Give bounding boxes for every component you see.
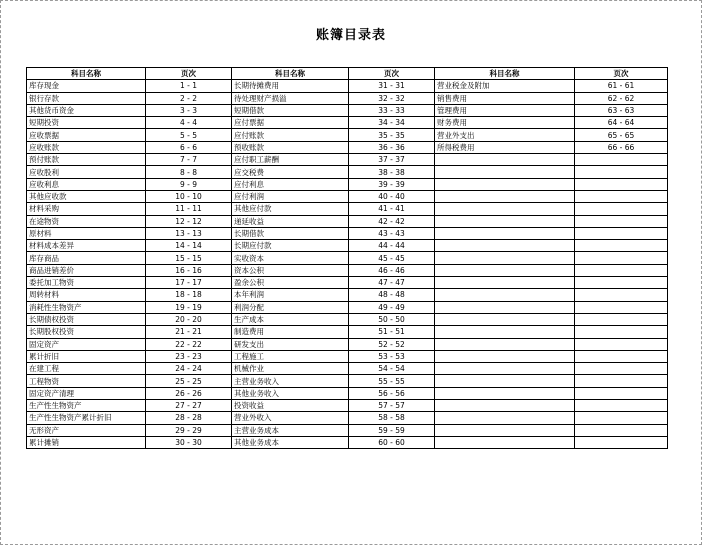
account-name-cell: 生产性生物资产累计折旧 [27, 412, 146, 424]
account-name-cell: 固定资产清理 [27, 387, 146, 399]
page-range-cell: 58 - 58 [349, 412, 435, 424]
table-row [27, 264, 668, 276]
account-name-cell [435, 227, 575, 239]
account-name-cell: 生产性生物资产 [27, 400, 146, 412]
table-row [27, 277, 668, 289]
page-range-cell: 43 - 43 [349, 227, 435, 239]
page-range-cell: 33 - 33 [349, 104, 435, 116]
page-range-cell: 25 - 25 [146, 375, 232, 387]
account-name-cell: 消耗性生物资产 [27, 301, 146, 313]
account-name-cell: 应付利润 [232, 190, 349, 202]
account-name-cell: 盈余公积 [232, 277, 349, 289]
page-range-cell [575, 190, 668, 202]
page-range-cell: 20 - 20 [146, 313, 232, 325]
page-range-cell: 46 - 46 [349, 264, 435, 276]
account-name-cell: 其他应收款 [27, 190, 146, 202]
account-name-cell: 累计摊销 [27, 436, 146, 448]
account-name-cell: 资本公积 [232, 264, 349, 276]
account-name-cell: 固定资产 [27, 338, 146, 350]
page-range-cell: 52 - 52 [349, 338, 435, 350]
account-name-cell: 工程施工 [232, 350, 349, 362]
account-name-cell: 预收账款 [232, 141, 349, 153]
table-row [27, 141, 668, 153]
header-account-name-1: 科目名称 [27, 68, 146, 80]
account-name-cell: 长期借款 [232, 227, 349, 239]
page-range-cell: 5 - 5 [146, 129, 232, 141]
document-title: 账簿目录表 [315, 28, 386, 43]
page-range-cell: 8 - 8 [146, 166, 232, 178]
ledger-body [27, 80, 668, 449]
table-row [27, 178, 668, 190]
page-range-cell: 22 - 22 [146, 338, 232, 350]
account-name-cell [435, 313, 575, 325]
header-account-name-3: 科目名称 [435, 68, 575, 80]
page-range-cell: 14 - 14 [146, 240, 232, 252]
header-page-2: 页次 [349, 68, 435, 80]
page-range-cell: 63 - 63 [575, 104, 668, 116]
page-range-cell: 30 - 30 [146, 436, 232, 448]
page-range-cell [575, 252, 668, 264]
table-row [27, 215, 668, 227]
page-range-cell: 47 - 47 [349, 277, 435, 289]
account-name-cell: 周转材料 [27, 289, 146, 301]
page-range-cell: 48 - 48 [349, 289, 435, 301]
page-range-cell: 50 - 50 [349, 313, 435, 325]
page-range-cell: 66 - 66 [575, 141, 668, 153]
account-name-cell [435, 338, 575, 350]
table-row [27, 387, 668, 399]
account-name-cell [435, 289, 575, 301]
page-range-cell: 29 - 29 [146, 424, 232, 436]
page-range-cell [575, 277, 668, 289]
account-name-cell: 其他业务成本 [232, 436, 349, 448]
account-name-cell: 营业外支出 [435, 129, 575, 141]
page-range-cell: 56 - 56 [349, 387, 435, 399]
account-name-cell: 应交税费 [232, 166, 349, 178]
page-range-cell: 23 - 23 [146, 350, 232, 362]
page-range-cell: 65 - 65 [575, 129, 668, 141]
account-name-cell: 其他货币资金 [27, 104, 146, 116]
page-range-cell: 11 - 11 [146, 203, 232, 215]
page-range-cell: 1 - 1 [146, 80, 232, 92]
account-name-cell: 应收票据 [27, 129, 146, 141]
table-row [27, 104, 668, 116]
account-name-cell: 本年利润 [232, 289, 349, 301]
account-name-cell [435, 252, 575, 264]
account-name-cell: 材料采购 [27, 203, 146, 215]
table-row [27, 166, 668, 178]
page-range-cell: 49 - 49 [349, 301, 435, 313]
page-range-cell [575, 412, 668, 424]
header-page-3: 页次 [575, 68, 668, 80]
account-name-cell: 应付账款 [232, 129, 349, 141]
account-name-cell: 管理费用 [435, 104, 575, 116]
account-name-cell [435, 215, 575, 227]
account-name-cell: 实收资本 [232, 252, 349, 264]
page-range-cell [575, 301, 668, 313]
page-range-cell [575, 240, 668, 252]
account-name-cell: 利润分配 [232, 301, 349, 313]
page-range-cell: 41 - 41 [349, 203, 435, 215]
account-name-cell: 应付职工薪酬 [232, 154, 349, 166]
account-name-cell: 库存商品 [27, 252, 146, 264]
account-name-cell: 应收股利 [27, 166, 146, 178]
account-name-cell [435, 203, 575, 215]
page-range-cell: 17 - 17 [146, 277, 232, 289]
account-name-cell [435, 350, 575, 362]
account-name-cell: 委托加工物资 [27, 277, 146, 289]
page-range-cell: 27 - 27 [146, 400, 232, 412]
account-name-cell: 营业税金及附加 [435, 80, 575, 92]
page-range-cell [575, 264, 668, 276]
page-range-cell [575, 424, 668, 436]
page-range-cell [575, 313, 668, 325]
page-range-cell: 34 - 34 [349, 117, 435, 129]
table-row [27, 375, 668, 387]
table-row [27, 92, 668, 104]
account-name-cell: 商品进销差价 [27, 264, 146, 276]
page-range-cell: 35 - 35 [349, 129, 435, 141]
account-name-cell [435, 166, 575, 178]
account-name-cell: 投资收益 [232, 400, 349, 412]
account-name-cell: 应付票据 [232, 117, 349, 129]
page-range-cell: 36 - 36 [349, 141, 435, 153]
page-range-cell [575, 203, 668, 215]
account-name-cell: 其他业务收入 [232, 387, 349, 399]
account-name-cell: 其他应付款 [232, 203, 349, 215]
page-range-cell: 2 - 2 [146, 92, 232, 104]
page-range-cell [575, 289, 668, 301]
account-name-cell: 库存现金 [27, 80, 146, 92]
account-name-cell: 营业外收入 [232, 412, 349, 424]
table-row [27, 301, 668, 313]
table-row [27, 190, 668, 202]
page-range-cell: 40 - 40 [349, 190, 435, 202]
page-range-cell: 16 - 16 [146, 264, 232, 276]
account-name-cell: 应收账款 [27, 141, 146, 153]
page-range-cell [575, 166, 668, 178]
account-name-cell: 预付账款 [27, 154, 146, 166]
table-row [27, 227, 668, 239]
account-name-cell: 应收利息 [27, 178, 146, 190]
page-range-cell: 19 - 19 [146, 301, 232, 313]
page-range-cell: 7 - 7 [146, 154, 232, 166]
account-name-cell: 在途物资 [27, 215, 146, 227]
table-row [27, 424, 668, 436]
account-name-cell: 累计折旧 [27, 350, 146, 362]
account-name-cell: 长期债权投资 [27, 313, 146, 325]
page-range-cell: 10 - 10 [146, 190, 232, 202]
page-range-cell: 53 - 53 [349, 350, 435, 362]
page-range-cell: 61 - 61 [575, 80, 668, 92]
account-name-cell [435, 190, 575, 202]
account-name-cell: 财务费用 [435, 117, 575, 129]
page-range-cell [575, 154, 668, 166]
account-name-cell [435, 387, 575, 399]
account-name-cell: 所得税费用 [435, 141, 575, 153]
header-account-name-2: 科目名称 [232, 68, 349, 80]
page-range-cell: 60 - 60 [349, 436, 435, 448]
account-name-cell [435, 424, 575, 436]
page-range-cell: 44 - 44 [349, 240, 435, 252]
header-row [27, 68, 668, 80]
account-name-cell: 销售费用 [435, 92, 575, 104]
page-range-cell [575, 363, 668, 375]
page-range-cell: 57 - 57 [349, 400, 435, 412]
account-name-cell: 机械作业 [232, 363, 349, 375]
page-range-cell: 18 - 18 [146, 289, 232, 301]
page-range-cell [575, 215, 668, 227]
table-row [27, 252, 668, 264]
account-name-cell: 生产成本 [232, 313, 349, 325]
account-name-cell [435, 363, 575, 375]
page-range-cell [575, 178, 668, 190]
page-range-cell: 42 - 42 [349, 215, 435, 227]
account-name-cell: 工程物资 [27, 375, 146, 387]
table-row [27, 326, 668, 338]
page-range-cell: 6 - 6 [146, 141, 232, 153]
account-name-cell [435, 375, 575, 387]
account-name-cell [435, 400, 575, 412]
account-name-cell: 长期待摊费用 [232, 80, 349, 92]
account-name-cell: 主营业务收入 [232, 375, 349, 387]
account-name-cell: 长期应付款 [232, 240, 349, 252]
page-range-cell: 64 - 64 [575, 117, 668, 129]
table-row [27, 436, 668, 448]
page-range-cell: 38 - 38 [349, 166, 435, 178]
page-range-cell [575, 400, 668, 412]
account-name-cell [435, 436, 575, 448]
table-row [27, 80, 668, 92]
page-range-cell: 12 - 12 [146, 215, 232, 227]
table-row [27, 412, 668, 424]
page-range-cell [575, 326, 668, 338]
page-range-cell: 15 - 15 [146, 252, 232, 264]
account-name-cell: 短期借款 [232, 104, 349, 116]
page-range-cell: 51 - 51 [349, 326, 435, 338]
page-range-cell: 59 - 59 [349, 424, 435, 436]
page-range-cell: 26 - 26 [146, 387, 232, 399]
account-name-cell: 研发支出 [232, 338, 349, 350]
table-row [27, 129, 668, 141]
account-name-cell: 短期投资 [27, 117, 146, 129]
page-range-cell: 45 - 45 [349, 252, 435, 264]
account-name-cell [435, 277, 575, 289]
page-range-cell: 37 - 37 [349, 154, 435, 166]
page-range-cell [575, 436, 668, 448]
page-range-cell [575, 227, 668, 239]
page-range-cell [575, 387, 668, 399]
page-range-cell: 9 - 9 [146, 178, 232, 190]
account-name-cell: 应付利息 [232, 178, 349, 190]
account-name-cell: 无形资产 [27, 424, 146, 436]
page-range-cell: 54 - 54 [349, 363, 435, 375]
account-name-cell [435, 326, 575, 338]
account-name-cell: 在建工程 [27, 363, 146, 375]
table-row [27, 117, 668, 129]
page-range-cell [575, 375, 668, 387]
page-range-cell: 24 - 24 [146, 363, 232, 375]
page-range-cell: 31 - 31 [349, 80, 435, 92]
table-row [27, 363, 668, 375]
page-range-cell: 55 - 55 [349, 375, 435, 387]
page-range-cell: 62 - 62 [575, 92, 668, 104]
table-row [27, 400, 668, 412]
account-name-cell: 制造费用 [232, 326, 349, 338]
account-name-cell [435, 154, 575, 166]
account-name-cell [435, 412, 575, 424]
page-range-cell: 28 - 28 [146, 412, 232, 424]
table-row [27, 203, 668, 215]
page-range-cell: 3 - 3 [146, 104, 232, 116]
account-name-cell: 材料成本差异 [27, 240, 146, 252]
page-range-cell [575, 350, 668, 362]
table-row [27, 240, 668, 252]
table-row [27, 289, 668, 301]
table-row [27, 154, 668, 166]
account-name-cell: 原材料 [27, 227, 146, 239]
account-name-cell: 待处理财产损溢 [232, 92, 349, 104]
account-name-cell: 递延收益 [232, 215, 349, 227]
account-name-cell [435, 301, 575, 313]
page-range-cell: 32 - 32 [349, 92, 435, 104]
table-row [27, 338, 668, 350]
table-row [27, 313, 668, 325]
table-row [27, 350, 668, 362]
account-name-cell: 主营业务成本 [232, 424, 349, 436]
account-name-cell: 银行存款 [27, 92, 146, 104]
page-range-cell: 21 - 21 [146, 326, 232, 338]
account-name-cell [435, 264, 575, 276]
header-page-1: 页次 [146, 68, 232, 80]
page-range-cell: 4 - 4 [146, 117, 232, 129]
page-range-cell [575, 338, 668, 350]
account-name-cell [435, 178, 575, 190]
account-name-cell [435, 240, 575, 252]
ledger-directory-table [26, 67, 668, 449]
page-range-cell: 13 - 13 [146, 227, 232, 239]
account-name-cell: 长期股权投资 [27, 326, 146, 338]
page-range-cell: 39 - 39 [349, 178, 435, 190]
